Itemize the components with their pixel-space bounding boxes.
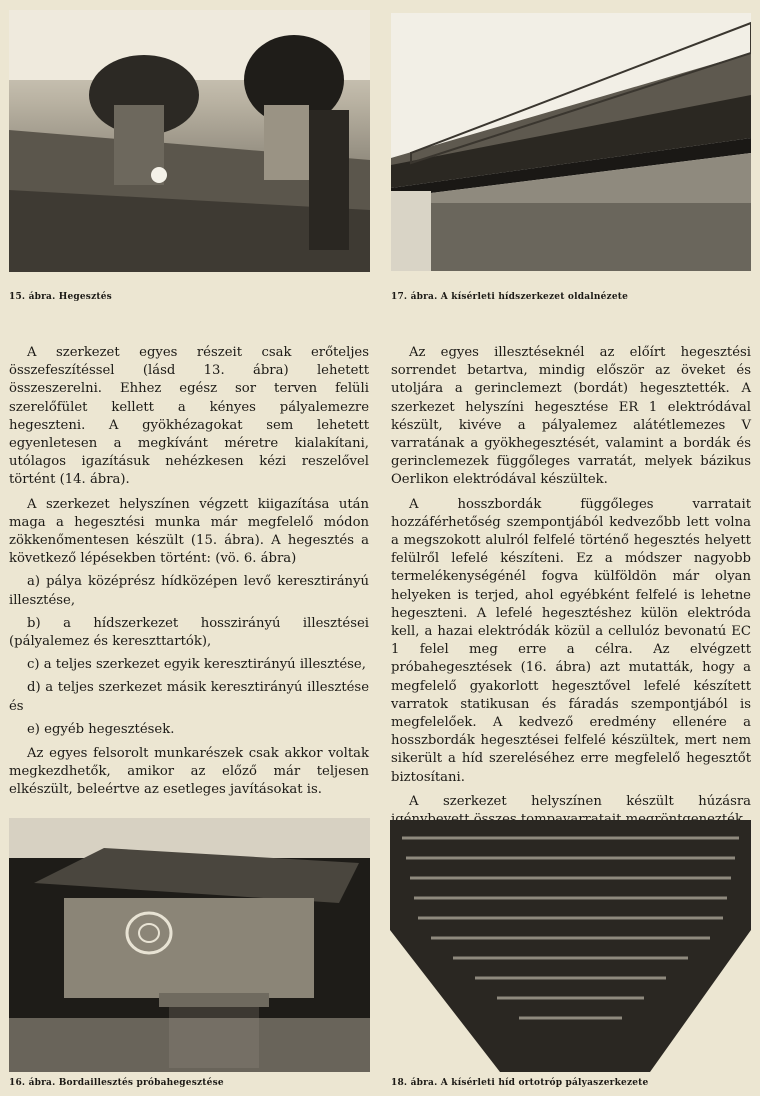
figure-15-caption: 15. ábra. Hegesztés [9,292,112,302]
left-paragraph-3: Az egyes felsorolt munkarészek csak akkor voltak megkezdhetők, amikor az előző már teljesen elkészült, beleértve az esetleges javításokat is. [9,746,369,798]
left-text-column [9,344,369,800]
right-paragraph-2: A hosszbordák függőleges varratait hozzáférhetőség szempontjából kedvezőbb lett volna a megszokott alulról felfelé történő hegesztés helyett felülről lefelé készíteni. Ez a módszer nagyobb termelékenységénél fogva külföldön már olyan helyeken is terjed, ahol egyébként felfelé is lehetne hegeszteni. A lefelé hegesztéshez külön elektróda kell, a hazai elektródák közül a cellulóz bevonatú EC 1 felel meg erre a célra. Az elvégzett próbahegesztések (16. ábra) azt mutatták, hogy a megfelelő gyakorlott hegesztővel lefelé készített varratok statikusan és fáradás szempontjából is megfelelőek. A kedvező eredmény ellenére a hosszbordák hegesztései felfelé készültek, mert nem sikerült a híd szereléséhez erre megfelelő hegesztőt biztosítani. [391,496,751,785]
left-paragraph-1: A szerkezet egyes részeit csak erőteljes összefeszítéssel (lásd 13. ábra) lehetett összeszerelni. Ehhez egész sor terven felüli szerelőfület kellett a kényes pályalemezre hegeszteni. A gyökhézagokat sem lehetett egyenletesen a megkívánt méretre kialakítani, utólagos igazításuk nehézkesen kézi reszelővel történt (14. ábra). [9,345,369,488]
figure-16-caption: 16. ábra. Bordaillesztés próbahegesztése [9,1078,224,1088]
figure-18-caption: 18. ábra. A kísérleti híd ortotróp pályaszerkezete [391,1078,649,1088]
list-item-b: b) a hídszerkezet hosszirányú illesztései (pályalemez és kereszttartók), [9,615,369,650]
figure-17-photo [391,13,751,271]
figure-17-caption: 17. ábra. A kísérleti hídszerkezet oldalnézete [391,292,629,302]
list-item-d: d) a teljes szerkezet másik keresztirányú illesztése és [9,680,369,714]
list-item-e: e) egyéb hegesztések. [27,721,175,737]
figure-16-photo [9,818,370,1072]
list-item-a: a) pálya középrész hídközépen levő keresztirányú illesztése, [9,574,369,608]
figure-18-photo [390,820,751,1072]
right-paragraph-3: A szerkezet helyszínen készült húzásra [409,793,751,809]
right-text-column [391,344,751,829]
list-item-c: c) a teljes szerkezet egyik keresztirányú illesztése, [27,657,366,673]
figure-15-photo [9,10,370,272]
right-paragraph-1: Az egyes illesztéseknél az előírt hegesztési sorrendet betartva, mindig először az öveket és utoljára a gerinclemezt (bordát) hegesztették. A szerkezet helyszíni hegesztése ER 1 elektródával készült, kivéve a pályalemez alátétlemezes V varratának a gyökhegesztését, valamint a bordák és gerinclemezek függőleges varratát, melyek bázikus Oerlikon elektródával készültek. [391,345,751,488]
left-paragraph-2: A szerkezet helyszínen végzett kiigazítása után maga a hegesztési munka már megfelelő módon zökkenőmentesen készült (15. ábra). A hegesztés a következő lépésekben történt: (vö. 6. ábra) [9,496,369,567]
